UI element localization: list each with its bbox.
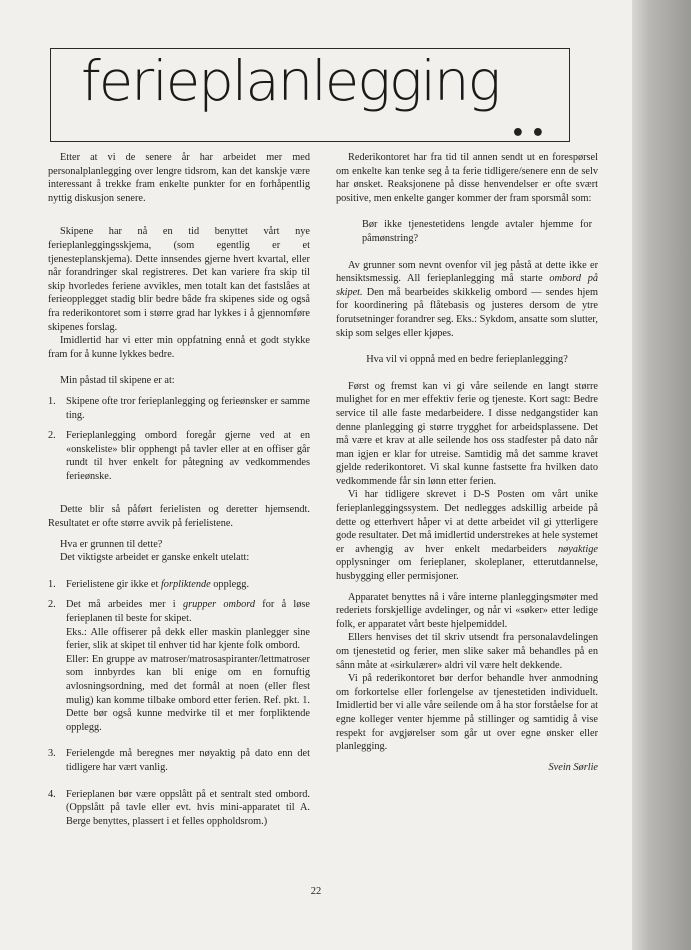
section-heading: Hva vil vi oppnå med en bedre ferieplanlegging? (366, 354, 568, 366)
paragraph: Hva er grunnen til dette? (60, 538, 163, 550)
list-item (48, 395, 310, 422)
list-number: 1. (48, 395, 56, 407)
paragraph: Ellers henvises det til skriv utsendt fra personalavdelingen om tjenestetid og ferier, men slike saker må behandles på en sånn måte at «sirkulærer» aldri vil være helt dekkende. (336, 632, 598, 671)
title-box (50, 48, 570, 146)
paragraph: Min påstad til skipene er at: (60, 375, 175, 387)
page-number: 22 (310, 886, 322, 897)
paragraph: Apparatet benyttes nå i våre interne planleggingsmøter med rederiets forskjellige avdelinger, og når vi «søker» etter ledige folk, er apparatet vårt beste hjelpemiddel. (336, 591, 598, 630)
page-title: ferieplanlegging (81, 49, 500, 113)
list-example: Eller: En gruppe av matroser/matrosaspiranter/lettmatroser som innbyrdes kan bli enige om en fornuftig avlosningsordning, med det formål at noen (eller flest mulig) kan komme tilbake ombord etter ferien. Ref. pkt. 1. Dette bør også kunne medvirke til et mer forpliktende opplegg. (66, 653, 310, 733)
question-quote: Bør ikke tjenestetidens lengde avtaler hjemme for påmønstring? (362, 219, 592, 244)
list-item (48, 429, 310, 483)
paragraph: Rederikontoret har fra tid til annen sendt ut en forespørsel om enkelte kan tenke seg å ta ferie tidligere/senere enn de selv har ønsket. Reaksjonene på disse henvendelser er ofte svært positive, men enkelte ganger kommer der fram sporsmål som: (336, 152, 598, 204)
paragraph: Imidlertid har vi etter min oppfatning ennå et godt stykke fram for å kunne lykkes bedre. (48, 335, 310, 360)
list-text: Skipene ofte tror ferieplanlegging og ferieønsker er samme ting. (66, 395, 310, 421)
paragraph: Skipene har nå en tid benyttet vårt nye ferieplanleggingsskjema, (som egentlig er et tjenesteplanskjema). Dette innsendes gjerne hvert kvartal, eller når forandringer skal registreres. Det kan variere fra skip til skip hvorledes feriene avvikles, men totalt kan det fastslåes at ferieopplegget stadig blir bedre både fra skipenes side og også fra rederikontoret som i større grad har lykkes i å gjennomføre skipenes forslag. (48, 226, 310, 333)
list-item (48, 788, 310, 829)
list-number: 2. (48, 599, 56, 611)
list-text: Ferielengde må beregnes mer nøyaktig på dato enn det tidligere har vært vanlig. (66, 748, 310, 773)
list-example: Eks.: Alle offiserer på dekk eller maskin planlegger sine ferier, slik at skipet til enhver tid har kjente folk ombord. (66, 626, 310, 652)
list-number: 1. (48, 578, 56, 590)
list-text: Det må arbeides mer i grupper ombord for å løse ferieplanen til beste for skipet. Eks.: Alle offiserer på dekk eller maskin planlegger sine ferier, slik at skipet til enhver tid har kjente folk ombord. Eller: En gruppe av matroser/matrosaspiranter/lettmatroser som innbyrdes kan bli enige om en fornuftig avlosningsordning, med det formål at noen (eller flest mulig) kan komme tilbake ombord etter ferien. Ref. pkt. 1. Dette bør også kunne medvirke til et mer forpliktende opplegg. (66, 599, 310, 733)
list-text: Ferielistene gir ikke et forpliktende opplegg. (66, 578, 250, 590)
list-item (48, 578, 310, 592)
list-item (48, 598, 310, 734)
author-signature: Svein Sørlie (548, 761, 598, 773)
left-column (48, 151, 310, 828)
paragraph: Av grunner som nevnt ovenfor vil jeg påstå at dette ikke er hensiktsmessig. All ferieplanlegging må starte ombord på skipet. Den må bearbeides skikkelig ombord — sendes hjem for koordinering på flåtebasis og justeres dersom de ytre forutsetninger forandrer seg. Eks.: Sykdom, ansatte som slutter, skip som selges eller kjøpes. (336, 259, 598, 339)
right-column (336, 151, 598, 774)
list-number: 2. (48, 430, 56, 442)
list-number: 4. (48, 788, 56, 800)
list-text: Ferieplanen bør være oppslått på et sentralt sted ombord. (Oppslått på tavle eller evt. hvis mini-apparatet til A. Berge benyttes, plassert i et felles oppholdsrom.) (66, 788, 310, 827)
title-dots: •• (510, 121, 551, 146)
list-number: 3. (48, 748, 56, 760)
list-item (48, 747, 310, 774)
list-text: Ferieplanlegging ombord foregår gjerne ved at en «onskeliste» blir opphengt på tavler eller at en offiser går rundt til hver enkelt for påtegning av vedkommendes ferieønske. (66, 430, 310, 482)
paragraph: Først og fremst kan vi gi våre seilende en langt større mulighet for en mer effektiv ferie og tjeneste. Kort sagt: Bedre service til alle faste medarbeidere. I disse nedgangstider kan denne planlegging gi større trygghet for arbeidsplassene. Det må være et krav at alle seilende hos oss stadfester på dato når man igjen er klar for utreise. Samtidig må det samme kravet gjelde rederikontoret. Vi skal kunne fastsette fra hvilken dato vedkommende får sin lønn etter ferien. (336, 380, 598, 487)
paragraph: Det viktigste arbeidet er ganske enkelt utelatt: (60, 552, 250, 564)
list-causes (48, 578, 310, 829)
paragraph: Etter at vi de senere år har arbeidet mer med personalplanlegging over lengre tidsrom, kan det kanskje være interessant å trekke fram enkelte punkter for en forhåpentlig nyttig diskusjon senere. (48, 152, 310, 204)
list-claims (48, 395, 310, 484)
paragraph: Dette blir så påført ferielisten og deretter hjemsendt. Resultatet er ofte større avvik på ferielistene. (48, 504, 310, 530)
paragraph: Vi på rederikontoret bør derfor behandle hver anmodning om forkortelse eller forlengelse av tjenestetiden individuelt. Imidlertid ber vi alle våre seilende om å ha stor forståelse for at egne kolleger venter hjemme på stillinger og samtidig å vise respekt for avgjørelser som går ut over egne ønsker eller planlegging. (336, 673, 598, 753)
paragraph: Vi har tidligere skrevet i D-S Posten om vårt unike ferieplanleggingssystem. Det nedlegges adskillig arbeide på dette og etterhvert håper vi at dette arbeidet vil gi ytterligere gode resultater. Det må imidlertid understrekes at hele systemet er avhengig av hver enkelt medarbeiders nøyaktige opplysninger om ferieplaner, skoleplaner, etterutdannelse, husbygging eller permisjoner. (336, 489, 598, 583)
book-gutter (632, 0, 691, 950)
